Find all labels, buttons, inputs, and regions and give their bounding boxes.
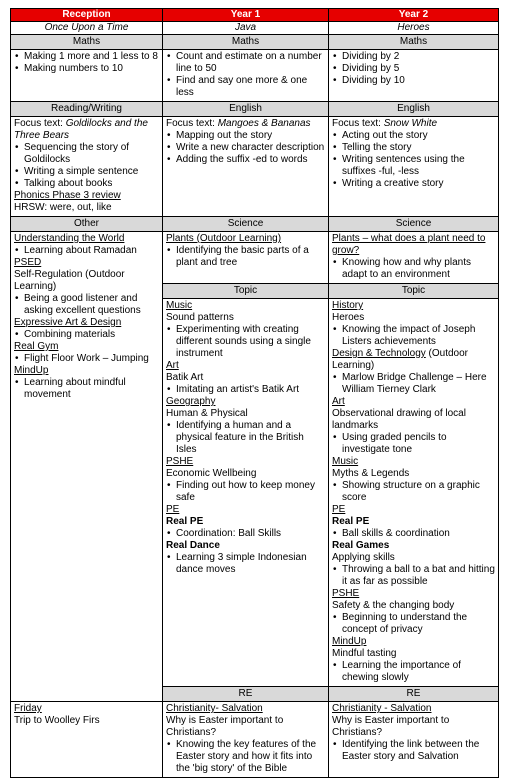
- re-reception: [11, 702, 163, 778]
- section-line: Economic Wellbeing: [166, 468, 257, 479]
- list-item: • Using graded pencils to investigate tone: [332, 432, 495, 456]
- section-heading: Music: [332, 456, 359, 467]
- section-heading: Real Gym: [14, 341, 59, 352]
- list-item: • Coordination: Ball Skills: [166, 528, 325, 540]
- section-heading: PSED: [14, 257, 42, 268]
- focus-title: Goldilocks and the Three Bears: [14, 118, 148, 141]
- section-heading: Plants (Outdoor Learning): [166, 233, 282, 244]
- column-header-year2: Year 2: [329, 9, 499, 22]
- section-subheading: Real PE: [332, 516, 370, 527]
- story-reception: Once Upon a Time: [11, 22, 163, 35]
- list-item: • Identifying a human and a physical feature in the British Isles: [166, 420, 325, 456]
- section-line: Why is Easter important to Christians?: [332, 715, 450, 738]
- maths-header-reception: Maths: [11, 35, 163, 50]
- section-line: Heroes: [332, 312, 365, 323]
- section-heading: Art: [166, 360, 179, 371]
- section-line: Self-Regulation (Outdoor Learning): [14, 269, 125, 292]
- section-heading: Geography: [166, 396, 216, 407]
- re-header-year2: RE: [329, 687, 499, 702]
- section-heading: MindUp: [14, 365, 49, 376]
- section-line: Observational drawing of local landmarks: [332, 408, 466, 431]
- science-year1: [163, 232, 329, 284]
- list-item: • Dividing by 5: [332, 63, 495, 75]
- focus-title: Mangoes & Bananas: [217, 118, 311, 129]
- column-header-year1: Year 1: [163, 9, 329, 22]
- list-item: • Learning about Ramadan: [14, 245, 159, 257]
- list-item: • Talking about books: [14, 178, 159, 190]
- list-item: • Dividing by 10: [332, 75, 495, 87]
- science-header-row: [11, 217, 499, 232]
- section-subheading: Real Games: [332, 540, 390, 551]
- list-item: • Combining materials: [14, 329, 159, 341]
- section-heading: PSHE: [166, 456, 194, 467]
- story-year1: Java: [163, 22, 329, 35]
- list-item: • Writing a simple sentence: [14, 166, 159, 178]
- list-item: • Showing structure on a graphic score: [332, 480, 495, 504]
- section-heading: Friday: [14, 703, 42, 714]
- list-item: • Count and estimate on a number line to 50: [166, 51, 325, 75]
- list-item: • Throwing a ball to a bat and hitting it as far as possible: [332, 564, 495, 588]
- list-item: • Identifying the link between the Easter story and Salvation: [332, 739, 495, 763]
- column-header-reception: Reception: [11, 9, 163, 22]
- literacy-reception: [11, 117, 163, 217]
- section-line: Batik Art: [166, 372, 204, 383]
- topic-header-year2: Topic: [329, 284, 499, 299]
- re-year2: [329, 702, 499, 778]
- re-header-year1: RE: [163, 687, 329, 702]
- maths-header-year1: Maths: [163, 35, 329, 50]
- maths-header-row: [11, 35, 499, 50]
- section-heading: PE: [332, 504, 346, 515]
- maths-content-row: [11, 50, 499, 102]
- section-heading: MindUp: [332, 636, 367, 647]
- section-heading: Art: [332, 396, 345, 407]
- other-header-reception: Other: [11, 217, 163, 232]
- section-heading: Music: [166, 300, 193, 311]
- list-item: • Dividing by 2: [332, 51, 495, 63]
- focus-label: Focus text:: [14, 118, 66, 129]
- list-item: • Telling the story: [332, 142, 495, 154]
- focus-label: Focus text:: [166, 118, 218, 129]
- section-line: Applying skills: [332, 552, 395, 563]
- list-item: • Sequencing the story of Goldilocks: [14, 142, 159, 166]
- list-item: • Learning the importance of chewing slowly: [332, 660, 495, 684]
- list-item: • Imitating an artist's Batik Art: [166, 384, 325, 396]
- section-heading: PSHE: [332, 588, 360, 599]
- section-line: Mindful tasting: [332, 648, 397, 659]
- maths-reception: [11, 50, 163, 102]
- re-content-row: [11, 702, 499, 778]
- topic-year1: [163, 299, 329, 687]
- literacy-header-year1: English: [163, 102, 329, 117]
- section-heading: PE: [166, 504, 180, 515]
- section-line: Sound patterns: [166, 312, 234, 323]
- literacy-year2: [329, 117, 499, 217]
- phonics-heading: Phonics Phase 3 review: [14, 190, 121, 201]
- science-content-row: [11, 232, 499, 284]
- curriculum-table: [10, 8, 499, 778]
- focus-label: Focus text:: [332, 118, 384, 129]
- section-heading: Expressive Art & Design: [14, 317, 122, 328]
- section-heading: Understanding the World: [14, 233, 125, 244]
- section-line: Safety & the changing body: [332, 600, 455, 611]
- story-row: [11, 22, 499, 35]
- section-subheading: Real PE: [166, 516, 204, 527]
- literacy-content-row: [11, 117, 499, 217]
- list-item: • Adding the suffix -ed to words: [166, 154, 325, 166]
- literacy-header-reception: Reading/Writing: [11, 102, 163, 117]
- hrsw-words: HRSW: were, out, like: [14, 202, 112, 213]
- list-item: • Writing a creative story: [332, 178, 495, 190]
- section-heading-suffix: (Outdoor Learning): [332, 348, 469, 371]
- story-year2: Heroes: [329, 22, 499, 35]
- section-heading: History: [332, 300, 364, 311]
- maths-header-year2: Maths: [329, 35, 499, 50]
- list-item: • Mapping out the story: [166, 130, 325, 142]
- list-item: • Marlow Bridge Challenge – Here William Tierney Clark: [332, 372, 495, 396]
- section-line: Why is Easter important to Christians?: [166, 715, 284, 738]
- section-line: Human & Physical: [166, 408, 248, 419]
- section-heading: Design & Technology: [332, 348, 426, 359]
- section-line: Trip to Woolley Firs: [14, 715, 100, 726]
- topic-header-year1: Topic: [163, 284, 329, 299]
- list-item: • Beginning to understand the concept of privacy: [332, 612, 495, 636]
- list-item: • Experimenting with creating different sounds using a single instrument: [166, 324, 325, 360]
- section-heading: Christianity - Salvation: [332, 703, 432, 714]
- science-header-year1: Science: [163, 217, 329, 232]
- year-header-row: [11, 9, 499, 22]
- list-item: • Knowing the impact of Joseph Listers achievements: [332, 324, 495, 348]
- section-subheading: Real Dance: [166, 540, 220, 551]
- list-item: • Knowing how and why plants adapt to an environment: [332, 257, 495, 281]
- maths-year1: [163, 50, 329, 102]
- re-year1: [163, 702, 329, 778]
- science-year2: [329, 232, 499, 284]
- other-reception: [11, 232, 163, 702]
- list-item: • Learning 3 simple Indonesian dance moves: [166, 552, 325, 576]
- list-item: • Find and say one more & one less: [166, 75, 325, 99]
- list-item: • Write a new character description: [166, 142, 325, 154]
- literacy-year1: [163, 117, 329, 217]
- list-item: • Ball skills & coordination: [332, 528, 495, 540]
- list-item: • Learning about mindful movement: [14, 377, 159, 401]
- literacy-header-row: [11, 102, 499, 117]
- list-item: • Knowing the key features of the Easter story and how it fits into the 'big story' of the Bible: [166, 739, 325, 775]
- science-header-year2: Science: [329, 217, 499, 232]
- list-item: • Flight Floor Work – Jumping: [14, 353, 159, 365]
- list-item: • Identifying the basic parts of a plant and tree: [166, 245, 325, 269]
- list-item: • Making numbers to 10: [14, 63, 159, 75]
- literacy-header-year2: English: [329, 102, 499, 117]
- section-line: Myths & Legends: [332, 468, 410, 479]
- topic-year2: [329, 299, 499, 687]
- list-item: • Finding out how to keep money safe: [166, 480, 325, 504]
- list-item: • Being a good listener and asking excellent questions: [14, 293, 159, 317]
- maths-year2: [329, 50, 499, 102]
- list-item: • Writing sentences using the suffixes -ful, -less: [332, 154, 495, 178]
- section-heading: Christianity- Salvation: [166, 703, 263, 714]
- list-item: • Acting out the story: [332, 130, 495, 142]
- focus-title: Snow White: [383, 118, 438, 129]
- section-heading: Plants – what does a plant need to grow?: [332, 233, 486, 256]
- list-item: • Making 1 more and 1 less to 8: [14, 51, 159, 63]
